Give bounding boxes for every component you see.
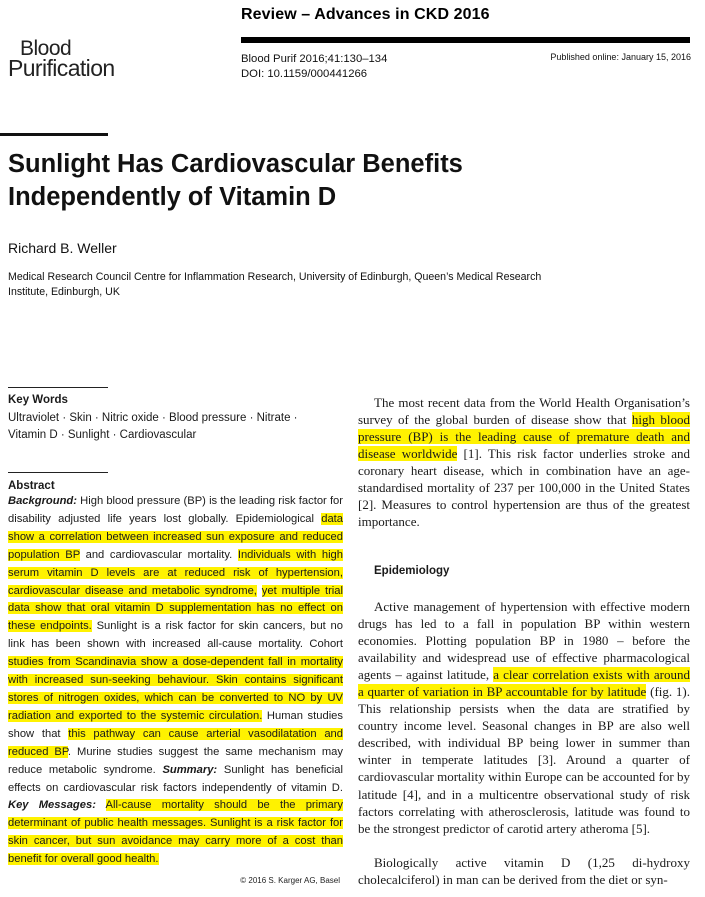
abstract-heading: Abstract (8, 480, 55, 492)
journal-logo-line1: Blood (20, 37, 72, 60)
keywords-line1: Ultraviolet · Skin · Nitric oxide · Blood pressure · Nitrate · (8, 412, 298, 424)
abstract-body (8, 493, 343, 869)
author: Richard B. Weller (8, 240, 117, 256)
affiliation (8, 270, 578, 300)
abstract-text: Sunlight has beneficial effects on cardiovascular risk factors independently of vitamin D. (8, 763, 344, 794)
epidemiology-paragraph (358, 598, 690, 837)
highlight: high blood pressure (BP) is the leading cause of premature death and disease worldwide (358, 412, 690, 462)
body-text: The most recent data from the World Health Organisation’s survey of the global burden of disease show that (358, 395, 690, 428)
intro-paragraph (358, 394, 690, 530)
background-label: Background: (8, 495, 77, 507)
abstract-rule (8, 472, 108, 473)
citation (241, 52, 387, 82)
article-title (8, 148, 608, 214)
key-messages-label: Key Messages: (8, 799, 96, 812)
body-text: (fig. 1). This relationship persists when the data are stratified by country income level. Seasonal changes in BP are also well described, with individual BP being lower in summer than winter in temperate latitudes [3]. Around a quarter of cardiovascular mortality within Europe can be accounted for by latitude [4], and in a multicentre observational study of risk factors correlating with atherosclerosis, latitude was found to be the strongest predictor of carotid artery atheroma [5]. (358, 684, 690, 836)
abstract-text: Sunlight is a risk factor for skin cancers, but no link has been shown with increased all-cause mortality. Cohort (8, 620, 344, 651)
copyright: © 2016 S. Karger AG, Basel (240, 876, 340, 885)
abstract-text: . Murine studies suggest the same mechanism may reduce metabolic syndrome. (8, 745, 343, 776)
keywords-rule (8, 387, 108, 388)
highlight: Individuals with high serum vitamin D levels are at reduced risk of hypertension, cardiovascular disease and metabolic syndrome, (8, 548, 344, 597)
abstract-text: Human studies show that (8, 709, 343, 740)
journal-logo-line2: Purification (8, 55, 115, 81)
citation-journal: Blood Purif 2016;41:130–134 (241, 53, 388, 65)
body-text: Active management of hypertension with effective modern drugs has led to a fall in population BP within western economies. Plotting population BP in 1980 – before the availability and widespread use of effective pharmacological agents – against latitude, (358, 599, 690, 683)
header-rule (241, 37, 690, 43)
article-title-line2: Independently of Vitamin D (8, 183, 337, 211)
highlight: data show a correlation between increased sun exposure and reduced population BP (8, 512, 343, 561)
body-text: Biologically active vitamin D (1,25 di-hydroxy cholecalciferol) in man can be derived from the diet or syn- (358, 855, 690, 888)
summary-label: Summary: (162, 763, 218, 776)
keywords-heading: Key Words (8, 394, 68, 406)
body-text: [1]. This risk factor underlies stroke and coronary heart disease, which in combination have an age-standardised mortality of 237 per 100,000 in the United States [2]. Measures to control hypertension are thus of the greatest importance. (358, 446, 690, 530)
highlight: All-cause mortality should be the primary determinant of public health messages. Sunlight is a risk factor for skin cancer, but sun avoidance may carry more of a cost than benefit for overall good health. (8, 799, 343, 866)
article-title-line1: Sunlight Has Cardiovascular Benefits (8, 150, 463, 178)
abstract-text: High blood pressure (BP) is the leading risk factor for disability adjusted life years lost globally. Epidemiological (8, 495, 343, 525)
keywords-list (8, 410, 340, 444)
journal-logo (8, 37, 123, 83)
highlight: yet multiple trial data show that oral vitamin D supplementation has no effect on these endpoints. (8, 584, 344, 633)
keywords-line2: Vitamin D · Sunlight · Cardiovascular (8, 429, 197, 441)
citation-doi[interactable]: DOI: 10.1159/000441266 (241, 68, 368, 80)
section-label: Review – Advances in CKD 2016 (241, 6, 490, 23)
affiliation-line1: Medical Research Council Centre for Inflammation Research, University of Edinburgh, Queen’s Medical Research (8, 271, 542, 283)
abstract-text (96, 799, 106, 811)
affiliation-line2: Institute, Edinburgh, UK (8, 286, 120, 298)
highlight: this pathway can cause arterial vasodilatation and reduced BP (8, 727, 343, 758)
section-heading-epidemiology: Epidemiology (374, 565, 450, 577)
body-column (358, 394, 690, 530)
abstract-text: and cardiovascular mortality. (79, 548, 238, 561)
highlight: a clear correlation exists with around a quarter of variation in BP accountable for by latitude (358, 667, 690, 700)
title-rule (0, 133, 108, 136)
published-date: Published online: January 15, 2016 (550, 52, 691, 62)
vitamin-d-paragraph (358, 854, 690, 888)
highlight: studies from Scandinavia show a dose-dependent fall in mortality with increased sun-seeking behaviour. Skin contains significant stores of nitrogen oxides, which can be converted to NO by UV radiation and exported to the systemic circulation. (8, 656, 343, 722)
